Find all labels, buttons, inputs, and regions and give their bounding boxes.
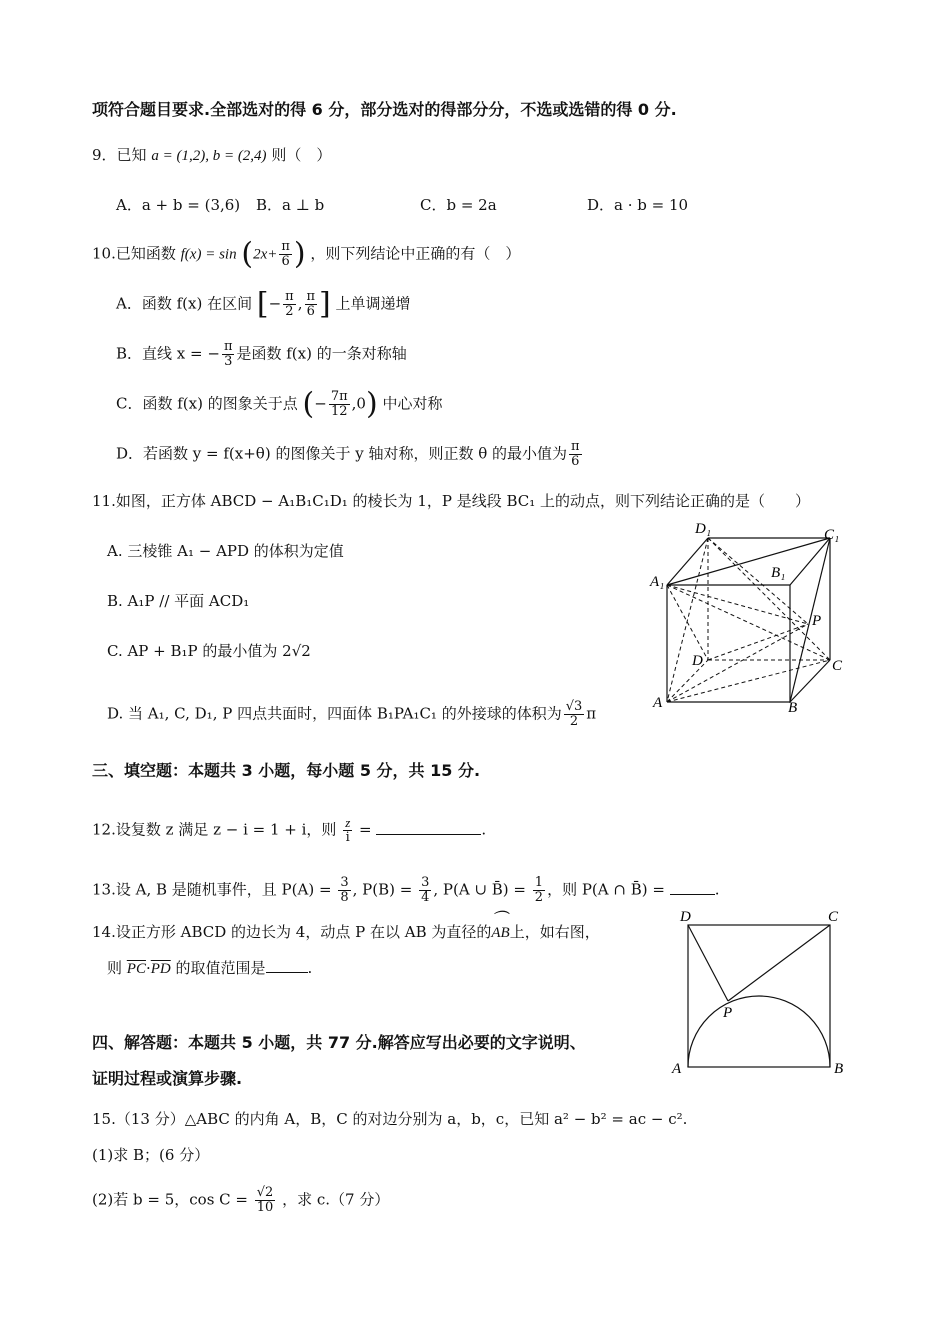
section4-heading-line1: 四、解答题：本题共 5 小题，共 77 分.解答应写出必要的文字说明、 [92,1033,586,1052]
q14-line1: 14.设正方形 ABCD 的边长为 4，动点 P 在以 AB 为直径的⏜ AB上，如右图， [92,921,600,944]
q9-option-b: B．a ⊥ b [256,196,325,214]
square-label-c: C [828,909,839,925]
q14-blank[interactable] [266,958,308,973]
q9-stem: 9．已知 a = (1,2), b = (2,4) 则（ ） [92,146,332,164]
intro-text: 项符合题目要求.全部选对的得 6 分，部分选对的得部分分，不选或选错的得 0 分. [92,100,677,119]
square-figure [668,905,858,1085]
q13-line: 13.设 A, B 是随机事件，且 P(A) = $\frac{3}{8}$ , P(B) = $\frac{3}{4}$ , P(A ∪ B̄) = $\frac{1}{2}$ ，则 P(A ∩ B̄) = . [92,875,720,905]
q15-stem: 15.（13 分）△ABC 的内角 A，B，C 的对边分别为 a，b，c，已知 a² − b² = ac − c². [92,1110,688,1128]
q10-option-d: D．若函数 y = f(x+θ) 的图像关于 y 轴对称，则正数 θ 的最小值为 $\frac{\pi}{6}$ [116,439,580,469]
section3-heading: 三、填空题：本题共 3 小题，每小题 5 分，共 15 分. [92,761,481,780]
q10-stem: 10.已知函数 f(x) = sin (2x+ $\frac{\pi}{6}$ ) ，则下列结论中正确的有（ ） [92,236,521,272]
q9-option-a: A．a + b = (3,6) [116,196,241,214]
q9-option-d: D．a · b = 10 [587,196,689,214]
q14-line2: 则 $\overline{PC}\cdot\overline{PD}$ 的取值范围是 . [107,959,313,977]
q9-option-c: C．b = 2a [420,196,497,214]
cube-label-a: A [653,695,663,711]
cube-label-p: P [812,613,822,629]
q11-option-b: B. A₁P // 平面 ACD₁ [107,592,250,610]
q11-option-c: C. AP + B₁P 的最小值为 2√2 [107,642,311,660]
q15-part1: (1)求 B；(6 分） [92,1146,210,1164]
cube-figure [640,515,860,720]
q12-line: 12.设复数 z 满足 z − i = 1 + i，则 $\frac{z}{i}$ = . [92,815,487,845]
square-label-p: P [723,1005,733,1021]
cube-label-b: B [788,700,798,716]
cube-label-d: D [692,653,703,669]
q10-option-a: A．函数 f(x) 在区间 [− $\frac{\pi}{2}$ , $\frac{\pi}{6}$ ] 上单调递增 [116,286,411,322]
q10-option-b: B．直线 x = − $\frac{\pi}{3}$ 是函数 f(x) 的一条对称轴 [116,339,407,369]
cube-label-a1: A₁ [650,574,665,590]
q15-part2: (2)若 b = 5，cos C = $\frac{√2}{10}$ ，求 c.（7 分） [92,1185,390,1215]
q11-option-d: D. 当 A₁, C, D₁, P 四点共面时，四面体 B₁PA₁C₁ 的外接球的体积为 $\frac{√3}{2}$ π [107,699,597,729]
section4-heading-line2: 证明过程或演算步骤. [92,1069,243,1088]
cube-label-c1: C₁ [824,527,840,543]
square-label-d: D [680,909,691,925]
square-label-b: B [834,1061,844,1077]
q11-stem: 11.如图，正方体 ABCD − A₁B₁C₁D₁ 的棱长为 1，P 是线段 BC₁ 上的动点，则下列结论正确的是（ ） [92,492,811,510]
q11-option-a: A. 三棱锥 A₁ − APD 的体积为定值 [107,542,344,560]
square-label-a: A [672,1061,682,1077]
cube-label-c: C [832,658,843,674]
cube-label-b1: B₁ [771,565,786,581]
q12-blank[interactable] [376,820,481,835]
q13-blank[interactable] [670,880,715,895]
cube-label-d1: D₁ [695,521,712,537]
q10-option-c: C．函数 f(x) 的图象关于点 (− $\frac{7\pi}{12}$ ,0) 中心对称 [116,386,443,422]
